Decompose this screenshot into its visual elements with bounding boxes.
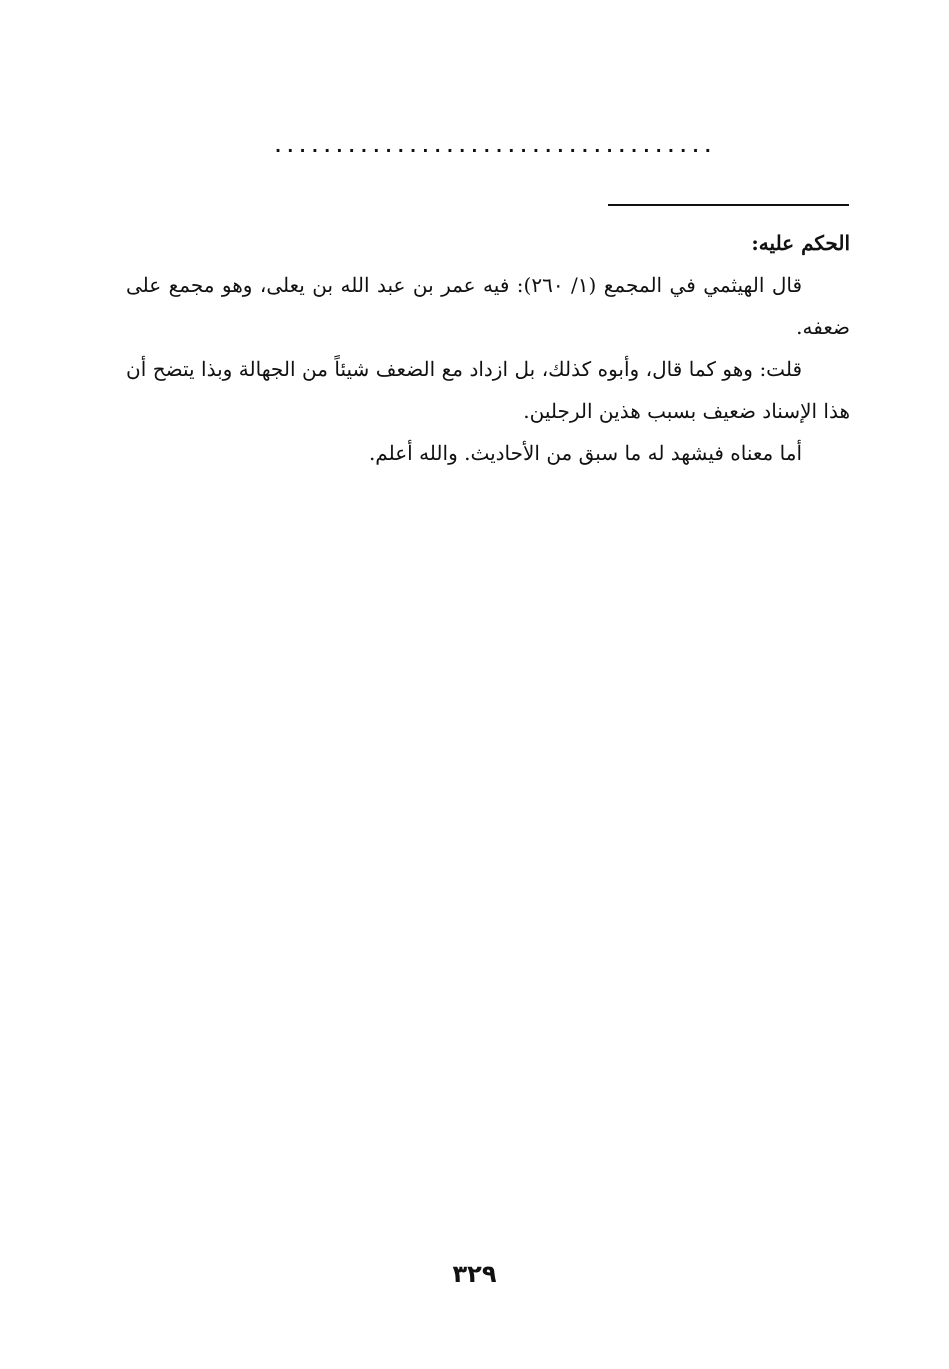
paragraph-comment: قلت: وهو كما قال، وأبوه كذلك، بل ازداد مع الضعف شيئاً من الجهالة وبذا يتضح أن هذا الإسناد ضعيف بسبب هذين الرجلين. bbox=[126, 357, 850, 423]
dotted-separator: .................................... bbox=[274, 140, 717, 154]
section-heading: الحكم عليه: bbox=[751, 231, 850, 255]
section-rule bbox=[608, 204, 849, 206]
paragraph-haythami: قال الهيثمي في المجمع (١/ ٢٦٠): فيه عمر بن عبد الله بن يعلى، وهو مجمع على ضعفه. bbox=[126, 273, 850, 339]
ruling-section bbox=[126, 222, 850, 474]
paragraph-meaning: أما معناه فيشهد له ما سبق من الأحاديث. والله أعلم. bbox=[368, 441, 802, 465]
page-number: ٣٢٩ bbox=[452, 1260, 497, 1288]
